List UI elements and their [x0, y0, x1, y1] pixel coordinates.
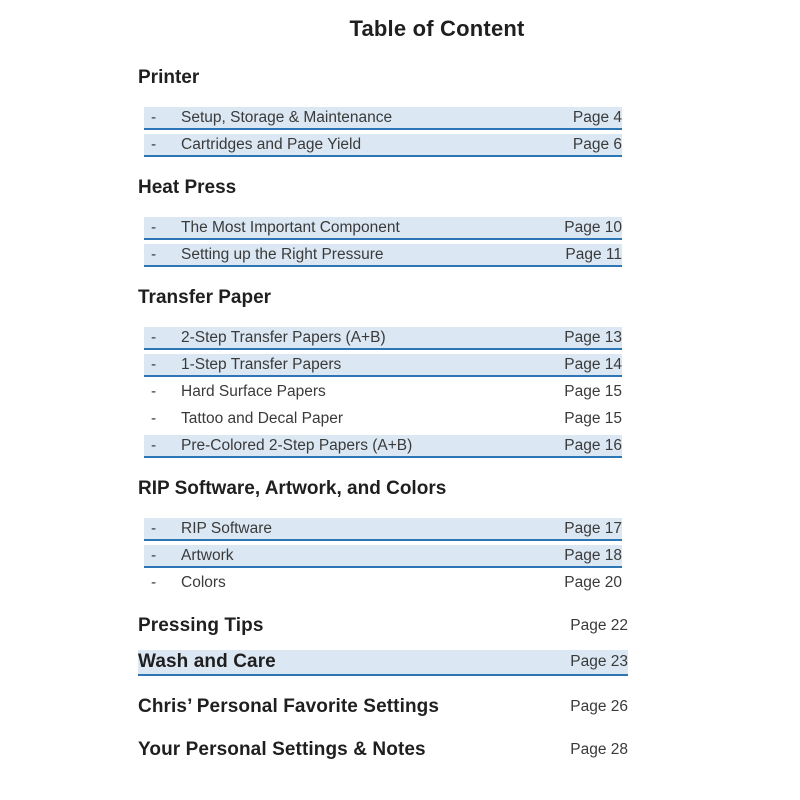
toc-entry-colors	[144, 572, 622, 595]
section-heading-rip-software-artwork-colors: RIP Software, Artwork, and Colors	[138, 478, 447, 499]
toc-entry-1-step-transfer-papers[interactable]	[144, 354, 622, 377]
toc-entry-hard-surface-papers	[144, 381, 622, 404]
dash-bullet: -	[151, 436, 157, 454]
toc-entry-most-important-component[interactable]	[144, 217, 622, 240]
dash-bullet: -	[151, 245, 157, 263]
dash-bullet: -	[151, 382, 157, 400]
toc-entry-page: Page 13	[564, 328, 622, 346]
dash-bullet: -	[151, 546, 157, 564]
toc-entry-page: Page 26	[570, 698, 628, 715]
toc-entry-page: Page 28	[570, 741, 628, 758]
toc-entry-cartridges-page-yield[interactable]	[144, 134, 622, 157]
page-title: Table of Content	[349, 16, 525, 41]
toc-entry-label: The Most Important Component	[181, 218, 400, 236]
toc-entry-page: Page 18	[564, 546, 622, 564]
section-rip-rows	[138, 518, 628, 595]
toc-entry-label: 2-Step Transfer Papers (A+B)	[181, 328, 386, 346]
toc-entry-page: Page 11	[565, 245, 622, 263]
toc-content	[138, 66, 628, 762]
toc-entry-your-personal-settings-notes	[138, 738, 628, 762]
toc-entry-page: Page 17	[564, 519, 622, 537]
dash-bullet: -	[151, 218, 157, 236]
toc-entry-artwork[interactable]	[144, 545, 622, 568]
toc-entry-pressing-tips	[138, 614, 628, 638]
toc-entry-label: Hard Surface Papers	[181, 382, 326, 400]
toc-entry-wash-and-care[interactable]	[138, 650, 628, 676]
toc-entry-heading: Your Personal Settings & Notes	[138, 739, 426, 760]
dash-bullet: -	[151, 108, 157, 126]
toc-entry-page: Page 23	[570, 653, 628, 670]
section-transfer-paper-rows	[138, 327, 628, 458]
toc-entry-heading: Pressing Tips	[138, 615, 264, 636]
toc-entry-rip-software[interactable]	[144, 518, 622, 541]
dash-bullet: -	[151, 355, 157, 373]
toc-entry-heading: Chris’ Personal Favorite Settings	[138, 696, 440, 717]
toc-entry-page: Page 15	[564, 382, 622, 400]
toc-entry-heading: Wash and Care	[138, 651, 276, 672]
toc-entry-tattoo-decal-paper	[144, 408, 622, 431]
toc-entry-label: Cartridges and Page Yield	[181, 135, 362, 153]
dash-bullet: -	[151, 409, 157, 427]
dash-bullet: -	[151, 328, 157, 346]
section-heading-transfer-paper: Transfer Paper	[138, 287, 272, 308]
dash-bullet: -	[151, 573, 157, 591]
toc-entry-page: Page 20	[564, 573, 622, 591]
toc-entry-label: Setup, Storage & Maintenance	[181, 108, 393, 126]
toc-entry-page: Page 6	[572, 135, 622, 153]
dash-bullet: -	[151, 135, 157, 153]
toc-entry-pre-colored-2-step-papers[interactable]	[144, 435, 622, 458]
toc-entry-label: Artwork	[181, 546, 234, 564]
section-printer-rows	[138, 107, 628, 157]
toc-entry-2-step-transfer-papers[interactable]	[144, 327, 622, 350]
toc-entry-page: Page 15	[564, 409, 622, 427]
toc-entry-label: Tattoo and Decal Paper	[181, 409, 343, 427]
toc-entry-label: 1-Step Transfer Papers	[181, 355, 342, 373]
toc-entry-chris-personal-favorite-settings	[138, 695, 628, 719]
toc-entry-label: Colors	[181, 573, 226, 591]
dash-bullet: -	[151, 519, 157, 537]
toc-entry-page: Page 4	[572, 108, 622, 126]
toc-entry-page: Page 10	[564, 218, 622, 236]
toc-entry-label: Pre-Colored 2-Step Papers (A+B)	[181, 436, 413, 454]
toc-entry-setup-storage-maintenance[interactable]	[144, 107, 622, 130]
toc-entry-label: Setting up the Right Pressure	[181, 245, 384, 263]
section-heading-printer: Printer	[138, 67, 200, 88]
toc-entry-page: Page 22	[570, 617, 628, 634]
section-heading-heat-press: Heat Press	[138, 177, 237, 198]
section-heat-press-rows	[138, 217, 628, 267]
toc-entry-page: Page 14	[564, 355, 622, 373]
toc-entry-page: Page 16	[564, 436, 622, 454]
toc-entry-label: RIP Software	[181, 519, 273, 537]
toc-entry-right-pressure[interactable]	[144, 244, 622, 267]
